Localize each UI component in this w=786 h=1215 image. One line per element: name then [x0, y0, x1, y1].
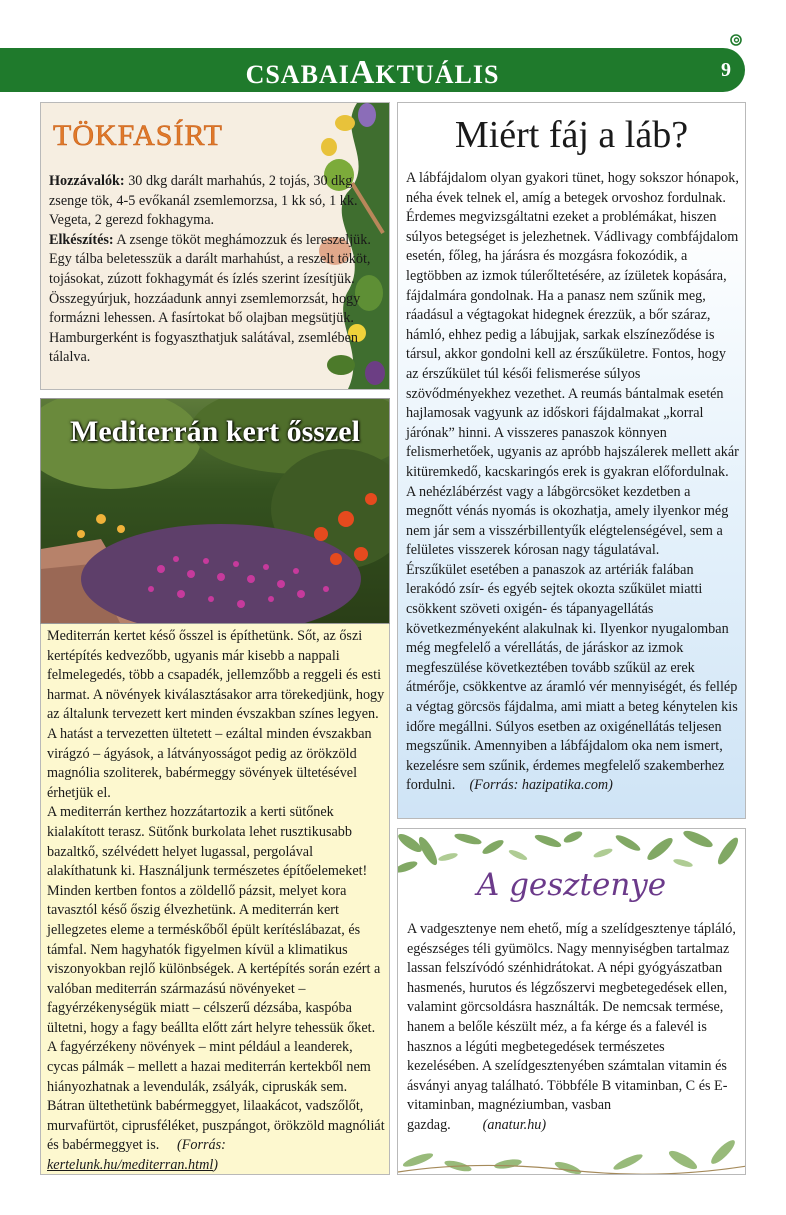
page-number: 9 [721, 59, 731, 81]
leaves-bottom-ornament-icon [398, 1130, 746, 1174]
mediterran-paragraph-1: Mediterrán kertet késő ősszel is építhetünk. Sőt, az őszi kertépítés kedvezőbb, ugyanis már kisebb a nappali felmelegedés, több a csapadék, jellemzőbb a reggeli és esti harmat. A növények kiválasztásakor arra törekedjünk, hogy az általunk tervezett kert minden évszakban színes legyen. A hatást a tervezetten ültetett – ezáltal minden évszakban virágzó – ágyások, a látványosságot pedig az örökzöld magnólia szoliterek, babérmeggy sövények ültetésével érhetjük el. [47, 628, 385, 801]
tokfasirt-title: TÖKFASÍRT [53, 119, 223, 152]
gesztenye-body [407, 920, 739, 1136]
method-text: A zsenge tököt meghámozzuk és lereszeljük. Egy tálba beletesszük a darált marhahúst, a reszelt tököt, tojásokat, zúzott fokhagymát és ízlés szerint ízesítjük. Összegyúrjuk, hozzáadunk annyi zsemlemorzsát, hogy formázni lehessen. A fasírtokat bő olajban megsütjük. Hamburgerként is fogyaszthatjuk salátával, zsemlében tálalva. [49, 231, 371, 366]
lab-body [406, 169, 740, 796]
lab-title: Miért fáj a láb? [454, 114, 689, 156]
page-header [0, 48, 745, 92]
tokfasirt-article [40, 102, 390, 390]
masthead [0, 54, 745, 92]
lab-paragraph-1: A lábfájdalom olyan gyakori tünet, hogy sokszor hónapok, néha évek telnek el, amíg a betegek orvoshoz fordulnak. Érdemes megvizsgáltatni ezeket a problémákat, hiszen súlyos betegséget is jelezhetnek. Vádlivagy combfájdalom esetén, főleg, ha járásra és mozgásra fokozódik, a legtöbben az izmok túlerőltetésére, az ízületek kopására, fájdalmára gondolnak. Ha a panasz nem szűnik meg, ráadásul a végtagokat hidegnek érezzük, a bőr száraz, hámló, ehhez pedig a lábujjak, sarkak elszíneződése is társul, akkor gondolni kell az érszűkületre. Fontos, hogy az érszűkület túl késői felismerése súlyos szövődményekhez vezethet. A reumás bántalmak esetén hajlamosak vagyunk az időskori fájdalmakat „korral járónak” hinni. A visszeres panaszok könnyen felismerhetőek, ugyanis az apróbb hajszálerek mellett akár kitüremkedő, kacskaringós erek is gyakran előfordulnak. A nehézlábérzést vagy a lábgörcsöket kezdetben a megnőtt vénás nyomás is okozhatja, amely ilyenkor még nem jár sem a visszérbillentyűk elégtelenségével, sem a felületes visszerek kórosan nagy tágulatával. [406, 170, 739, 559]
masthead-part2: A [349, 54, 376, 91]
mediterran-article [40, 624, 390, 1175]
gesztenye-title: A gesztenye [476, 867, 667, 903]
lab-source: (Forrás: hazipatika.com) [469, 777, 613, 794]
mediterran-photo [40, 398, 390, 624]
source-prefix: (Forrás: [177, 1137, 226, 1154]
lab-article [397, 102, 746, 819]
source-suffix: ) [213, 1157, 219, 1174]
mediterran-title: Mediterrán kert ősszel [70, 415, 360, 448]
ingredients-label: Hozzávalók: [49, 173, 125, 189]
tokfasirt-body [49, 172, 379, 368]
mediterran-paragraph-2: A mediterrán kerthez hozzátartozik a kerti sütőnek kialakított terasz. Sütőnk burkolata lehet rusztikusabb bazaltkő, szélvédett helyet lugassal, pergolával alakíthatunk ki. Használjunk természetes építőelemeket! Minden kertben fontos a zöldellő pázsit, melyet kora tavasztól késő őszig élvezhetünk. A mediterrán kert jellegzetes eleme a terméskőből épült kerítéslábazat, és támfal. Nem hagyhatók figyelmen kívül a klimatikus viszonyokban rejlő különbségek. A kertépítés során ezért a valóban mediterrán származású növényeket – fagyérzékenységük miatt – célszerű dézsába, kaspóba ültetni, hogy a fagy beállta előtt zárt helyre tehessük őket. A fagyérzékeny növények – mint például a leanderek, cycas pálmák – mellett a hazai mediterrán kertekből nem hiányozhatnak a levendulák, zsályák, cipruskák sem. Bátran ültethetünk babérmeggyet, lilaakácot, vadszőlőt, murvafürtöt, ciprusféléket, puszpángot, örökzöld magnóliát és babérmeggyet is. [47, 804, 385, 1154]
lab-paragraph-2: Érszűkület esetében a panaszok az artériák falában lerakódó zsír- és egyéb sejtek okozta szűkület miatti csökkent szöveti oxigén- és tápanyagellátás következményeként alakulnak ki. Ilyenkor nyugalomban még megfelelő a vérellátás, de járáskor az izmok megfeszülése következtében tovább szűkül az erek átmérője, csökkentve az áramló vér mennyiségét, és fellép a végtag görcsös fájdalma, ami miatt a beteg kénytelen kis időre megállni. Súlyos esetben az oxigénellátás teljesen megszűnik. Amennyiben a lábfájdalom oka nem ismert, kezelésre sem szűnik, érdemes megfelelő szakemberhez fordulni. [406, 561, 738, 794]
mediterran-body [47, 627, 385, 1176]
source-link[interactable]: kertelunk.hu/mediterran.html [47, 1157, 214, 1174]
masthead-part3: KTUÁLIS [375, 60, 500, 89]
gesztenye-source: (anatur.hu) [482, 1116, 547, 1133]
method-label: Elkészítés: [49, 231, 114, 248]
ingredients-text: 30 dkg darált marhahús, 2 tojás, 30 dkg zsenge tök, 4-5 evőkanál zsemlemorzsa, 1 kk só, 1 kk. Vegeta, 2 gerezd fokhagyma. [49, 173, 358, 229]
gesztenye-paragraph: A vadgesztenye nem ehető, míg a szelídgesztenye tápláló, egészséges téli gyümölcs. Nagy mennyiségben tartalmaz lassan felszívódó szénhidrátokat. A népi gyógyászatban hasmenés, hurutos és légzőszervi megbetegedések ellen, valamint görcsoldásra használták. De nemcsak termése, hanem a belőle készült méz, a fa kérge és a falevél is hasznos a légúti megbetegedések természetes kezelésében. A szelídgesztenyében számtalan vitamin és ásványi anyag található. Többféle B vitaminban, C és E-vitaminban, magnéziumban, vasban gazdag. [407, 921, 736, 1133]
swirl-ornament-icon [730, 34, 742, 46]
masthead-part1: CSABAI [245, 60, 350, 89]
gesztenye-article [397, 828, 746, 1175]
